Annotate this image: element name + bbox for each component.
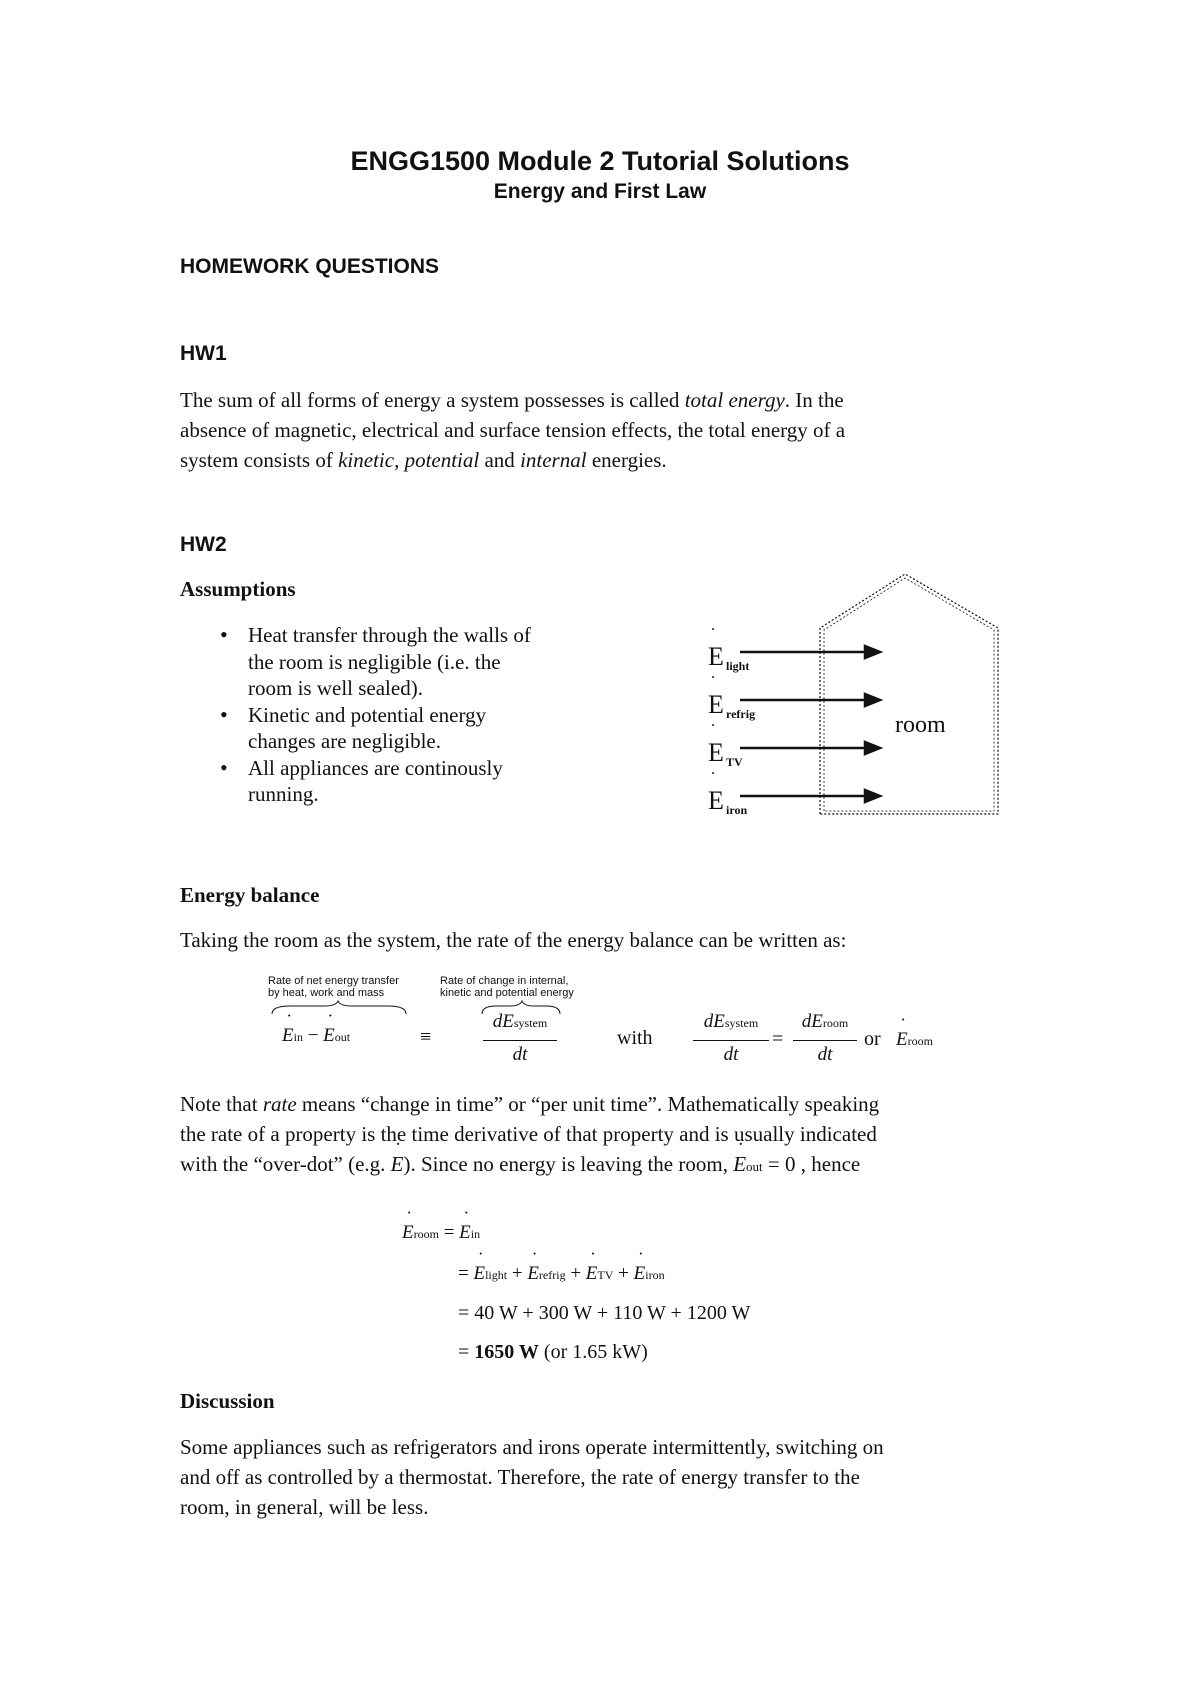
discussion-line-1: Some appliances such as refrigerators and irons operate intermittently, switching on [180,1435,884,1459]
annotation-change-energy: Rate of change in internal, kinetic and potential energy [440,975,574,999]
label-e-iron: E [708,786,724,815]
annotation-net-transfer: Rate of net energy transfer by heat, work and mass [268,975,399,999]
hw1-line-2: absence of magnetic, electrical and surface tension effects, the total energy of a [180,418,846,442]
hw1-paragraph [180,385,1060,475]
room-outline [820,574,998,814]
arrowhead-iron [865,790,880,802]
fraction-bar-3 [793,1040,857,1041]
room-outline-inner [824,578,994,811]
arrowhead-light [865,646,880,658]
discussion-line-2: and off as controlled by a thermostat. Therefore, the rate of energy transfer to the [180,1465,860,1489]
dot-iron: ˙ [710,768,716,788]
eq-equals: = [772,1028,784,1050]
label-e-tv: E [708,738,724,767]
label-e-refrig: E [708,690,724,719]
dot-refrig: ˙ [710,672,716,692]
fraction-bar-2 [693,1040,769,1041]
list-item: • Kinetic and potential energy changes are negligible. [180,702,548,755]
discussion-line-3: room, in general, will be less. [180,1495,429,1519]
calc-line-4: = 1650 W (or 1.65 kW) [458,1341,648,1363]
discussion-heading: Discussion [180,1389,275,1413]
arrowhead-tv [865,742,880,754]
eq-e-room: ˙ Eroom [896,1029,933,1051]
frac-den-2: dt [723,1044,739,1065]
calc-result: 1650 W [474,1341,539,1363]
assumptions-heading: Assumptions [180,577,296,601]
label-sub-tv: TV [726,755,743,769]
label-e-light: E [708,642,724,671]
energy-balance-heading: Energy balance [180,883,320,907]
hw1-line-1: The sum of all forms of energy a system possesses is called total energy. In the [180,388,844,412]
frac-den-1: dt [512,1044,528,1065]
frac-num-2: dEsystem [703,1011,759,1032]
list-item: • Heat transfer through the walls of the room is negligible (i.e. the room is well sealed). [180,622,548,702]
eq-with: with [617,1027,653,1049]
eq-or: or [864,1028,881,1050]
section-heading: HOMEWORK QUESTIONS [180,255,440,278]
fraction-bar-1 [483,1040,557,1041]
assumptions-list [180,622,548,808]
frac-num-1: dEsystem [492,1011,548,1032]
label-sub-refrig: refrig [726,707,756,721]
calc-line-2: = ˙ Elight + ˙ Erefrig + ˙ ETV + ˙ Eiron [458,1263,665,1285]
eq-in-minus-out: ˙ Ein − ˙ Eout [282,1025,350,1047]
calc-line-3: = 40 W + 300 W + 110 W + 1200 W [458,1302,751,1324]
page-subtitle: Energy and First Law [493,180,707,203]
discussion-paragraph [180,1432,1080,1522]
label-sub-iron: iron [726,803,748,817]
dot-tv: ˙ [710,720,716,740]
energy-balance-intro: Taking the room as the system, the rate of the energy balance can be written as: [180,928,847,952]
page-title: ENGG1500 Module 2 Tutorial Solutions [350,146,850,176]
calc-line-1: ˙ Eroom = ˙ Ein [402,1222,480,1244]
note-line-2: the rate of a property is the time derivative of that property and is usually indicated [180,1122,877,1146]
label-sub-light: light [726,659,750,673]
frac-num-3: dEroom [801,1011,849,1032]
list-item: • All appliances are continously running. [180,755,548,808]
dot-light: ˙ [710,624,716,644]
note-line-1: Note that rate means “change in time” or “per unit time”. Mathematically speaking [180,1092,880,1116]
frac-den-3: dt [817,1044,833,1065]
hw1-line-3: system consists of kinetic, potential and internal energies. [180,448,667,472]
arrowhead-refrig [865,694,880,706]
eq-equiv: ≡ [420,1026,432,1048]
hw2-heading: HW2 [180,533,227,556]
hw1-heading: HW1 [180,342,227,365]
note-line-3: with the “over-dot” (e.g. ˙ E). Since no energy is leaving the room, ˙ Eout = 0 , hence [180,1149,1080,1182]
note-paragraph [180,1089,1080,1182]
room-diagram [690,560,1010,820]
room-label: room [895,712,946,738]
